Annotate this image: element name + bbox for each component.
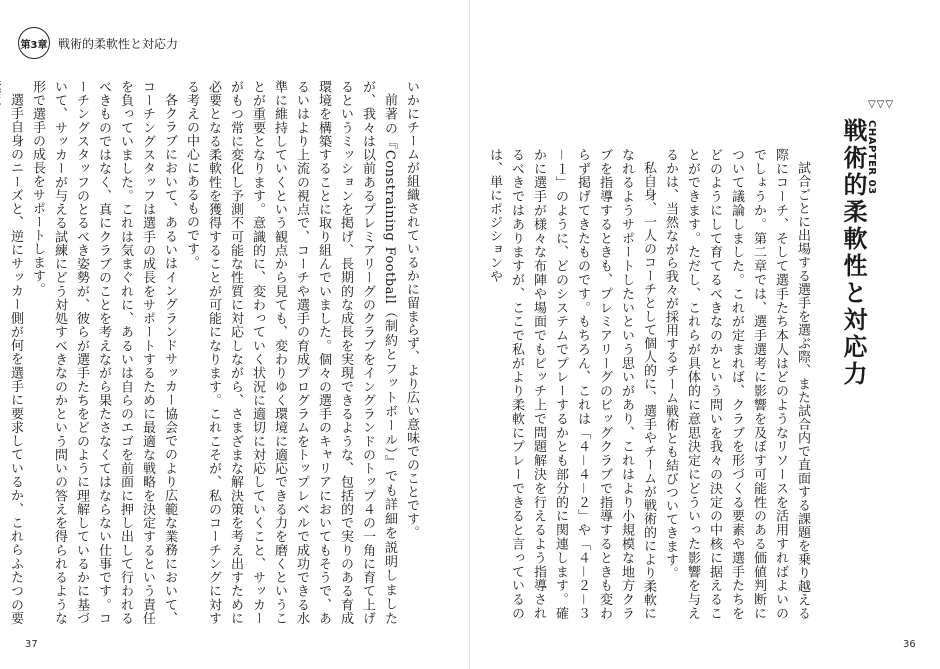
running-head-title: 戦術的柔軟性と対応力 — [58, 36, 179, 51]
page-number-left: 37 — [25, 639, 38, 650]
page-number-right: 36 — [903, 639, 916, 650]
running-header — [18, 28, 178, 58]
triangle-ornament-icon: ▽▽▽ — [868, 99, 895, 110]
page-gutter — [469, 0, 470, 669]
paragraph: 試合ごとに出場する選手を選ぶ際、また試合内で直面する課題を乗り越える際にコーチ、そして選手たち本人はどのようなリソースを活用すればよいのでしょうか。第二章では、選手選考に影響を及ぼす可能性のある価値判断について議論しました。これが定まれば、クラブを形づくる要素や選手たちをどのようにして育てるべきなのかという問いを我々の決定の中核に据えることができます。ただし、これらが具体的に意思決定にどういった影響を与えるかは、当然ながら我々が採用するチーム戦術とも結びついてきます。 — [663, 148, 810, 621]
paragraph: 各クラブにおいて、あるいはイングランドサッカー協会でのより広範な業務において、コーチングスタッフは選手の成長をサポートするために最適な戦略を決定するという責任を負っていました。これは気まぐれに、あるいは自らのエゴを前面に押し出して行われるべきものではなく、真にクラブのことを考えながら果たさなくてはならない仕事です。コーチングスタッフのとるべき姿勢が、彼らが選手たちをどのように理解しているかに基づいて、サッカーが与える試練にどう対処すべきなのかという問いの答えを得られるような形で選手の成長をサポートします。 — [30, 80, 177, 625]
right-page-body — [487, 148, 813, 621]
chapter-title: 戦術的柔軟性と対応力 — [839, 118, 867, 388]
paragraph: 前著の『Constraining Football（制約とフットボール）』でも詳細を説明しましたが、我々は以前あるプレミアリーグのクラブをイングランドのトップ４の一角に育て上げるというミッションを掲げ、長期的な成長を実現できるような、包括的で実りのある育成環境を構築することに取り組んでいました。個々の選手のキャリアにおいてもそうで、あるいはより上流の視点で、コーチや選手の育成プログラムをトップレベルで成功できる水準に維持していくという観点から見ても、変わりゆく環境に適応できる力を磨くということが重要となります。意識的に、変わっていく状況に適切に対応していくこと、サッカーがもつ常に変化し予測不可能な性質に対応しながら、さまざまな解決策を考え出すために必要となる柔軟性を獲得することが可能になります。これこそが、私のコーチングに対する考えの中心にあるものです。 — [184, 80, 397, 625]
chapter-label: CHAPTER 03 — [866, 120, 877, 195]
paragraph: いかにチームが組織されているかに留まらず、より広い意味でのことです。 — [404, 80, 419, 539]
chapter-badge: 第3章 — [18, 27, 50, 59]
left-page-body — [8, 80, 422, 625]
paragraph: 選手自身のニーズと、逆にサッカー側が何を選手に要求しているか、これらふたつの要 — [8, 93, 23, 625]
paragraph: 私自身、一人のコーチとして個人的に、選手やチームが戦術的により柔軟になれるようサポートしたいという思いがあり、これはより小規模な地方クラブを指導するときも、プレミアリーグのビッグクラブで指導するときも変わらず掲げてきたものです。もちろん、これは「４－４－２」や「４－２－３－１」のように、どのシステムでプレーするかとも部分的に関連します。確かに選手が様々な布陣や場面でもピッチ上で問題解決を行えるよう指導されるべきではありますが、ここで私がより柔軟にプレーできると言っているのは、単にポジションや — [487, 148, 656, 621]
